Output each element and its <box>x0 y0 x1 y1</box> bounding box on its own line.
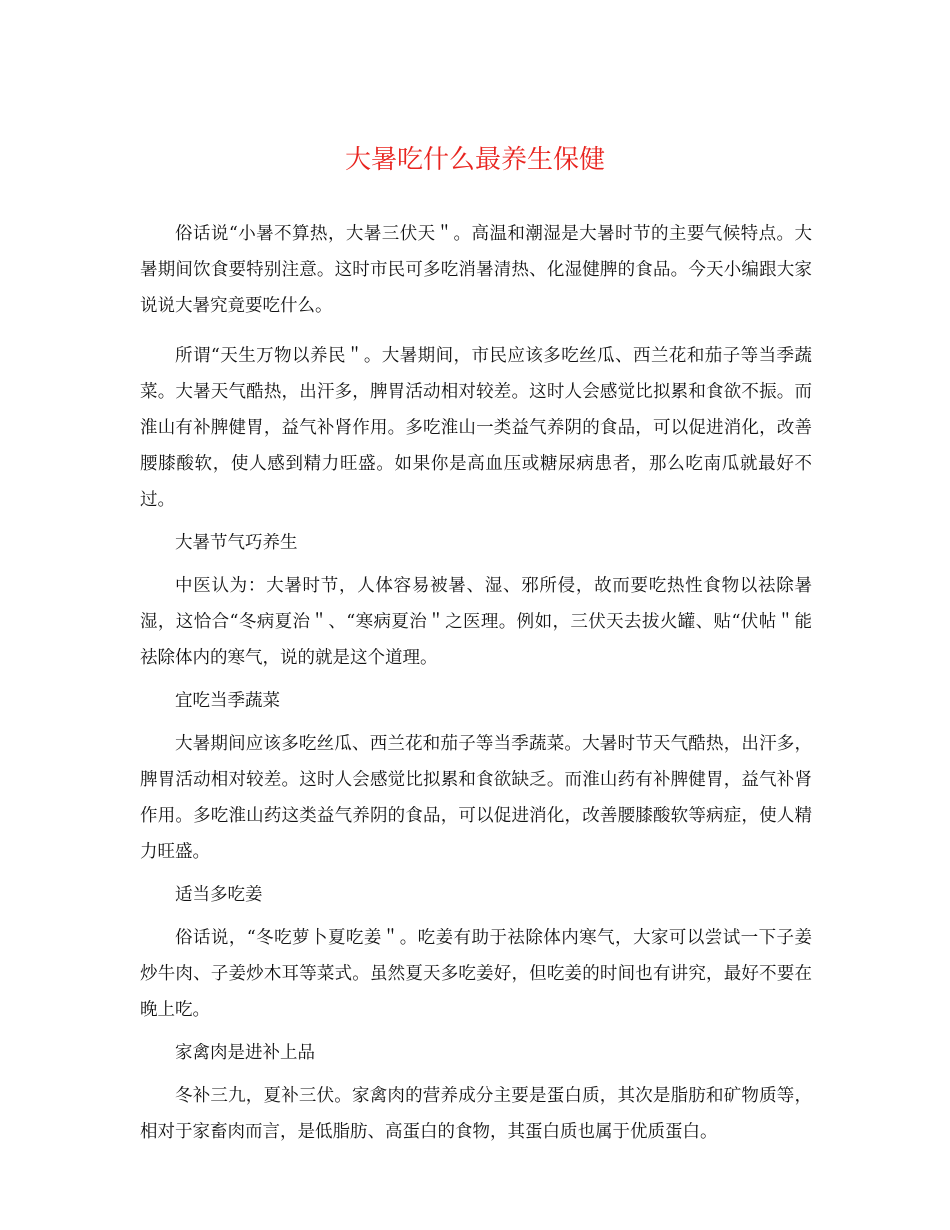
section-heading-poultry: 家禽肉是进补上品 <box>175 1043 315 1063</box>
paragraph-seasonal-vegetables: 大暑期间应该多吃丝瓜、西兰花和茄子等当季蔬菜。大暑时节天气酷热，出汗多，脾胃活动相对较差。这时人会感觉比拟累和食欲缺乏。而淮山药有补脾健胃，益气补肾作用。多吃淮山药这类益气养阴的食品，可以促进消化，改善腰膝酸软等病症，使人精力旺盛。 <box>140 734 812 862</box>
paragraph-intro: 俗话说“小暑不算热，大暑三伏天＂。高温和潮湿是大暑时节的主要气候特点。大暑期间饮食要特别注意。这时市民可多吃消暑清热、化湿健脾的食品。今天小编跟大家说说大暑究竟要吃什么。 <box>140 224 812 316</box>
section-heading-seasonal-vegetables: 宜吃当季蔬菜 <box>175 691 280 711</box>
paragraph-poultry: 冬补三九，夏补三伏。家禽肉的营养成分主要是蛋白质，其次是脂肪和矿物质等，相对于家畜肉而言，是低脂肪、高蛋白的食物，其蛋白质也属于优质蛋白。 <box>140 1086 812 1142</box>
paragraph-ginger: 俗话说，“冬吃萝卜夏吃姜＂。吃姜有助于祛除体内寒气，大家可以尝试一下子姜炒牛肉、子姜炒木耳等菜式。虽然夏天多吃姜好，但吃姜的时间也有讲究，最好不要在晚上吃。 <box>140 928 812 1020</box>
paragraph-tcm-view: 中医认为：大暑时节，人体容易被暑、湿、邪所侵，故而要吃热性食物以祛除暑湿，这恰合“冬病夏治＂、“寒病夏治＂之医理。例如，三伏天去拔火罐、贴“伏帖＂能祛除体内的寒气，说的就是这个道理。 <box>140 576 812 668</box>
document-body <box>140 216 812 1164</box>
section-heading-health-preservation: 大暑节气巧养生 <box>175 533 298 553</box>
paragraph-seasonal-vegetables-intro: 所谓“天生万物以养民＂。大暑期间，市民应该多吃丝瓜、西兰花和茄子等当季蔬菜。大暑天气酷热，出汗多，脾胃活动相对较差。这时人会感觉比拟累和食欲不振。而淮山有补脾健胃，益气补肾作用。多吃淮山一类益气养阴的食品，可以促进消化，改善腰膝酸软，使人感到精力旺盛。如果你是高血压或糖尿病患者，那么吃南瓜就最好不过。 <box>140 346 812 510</box>
page-title: 大暑吃什么最养生保健 <box>344 145 605 175</box>
section-heading-ginger: 适当多吃姜 <box>175 885 263 905</box>
